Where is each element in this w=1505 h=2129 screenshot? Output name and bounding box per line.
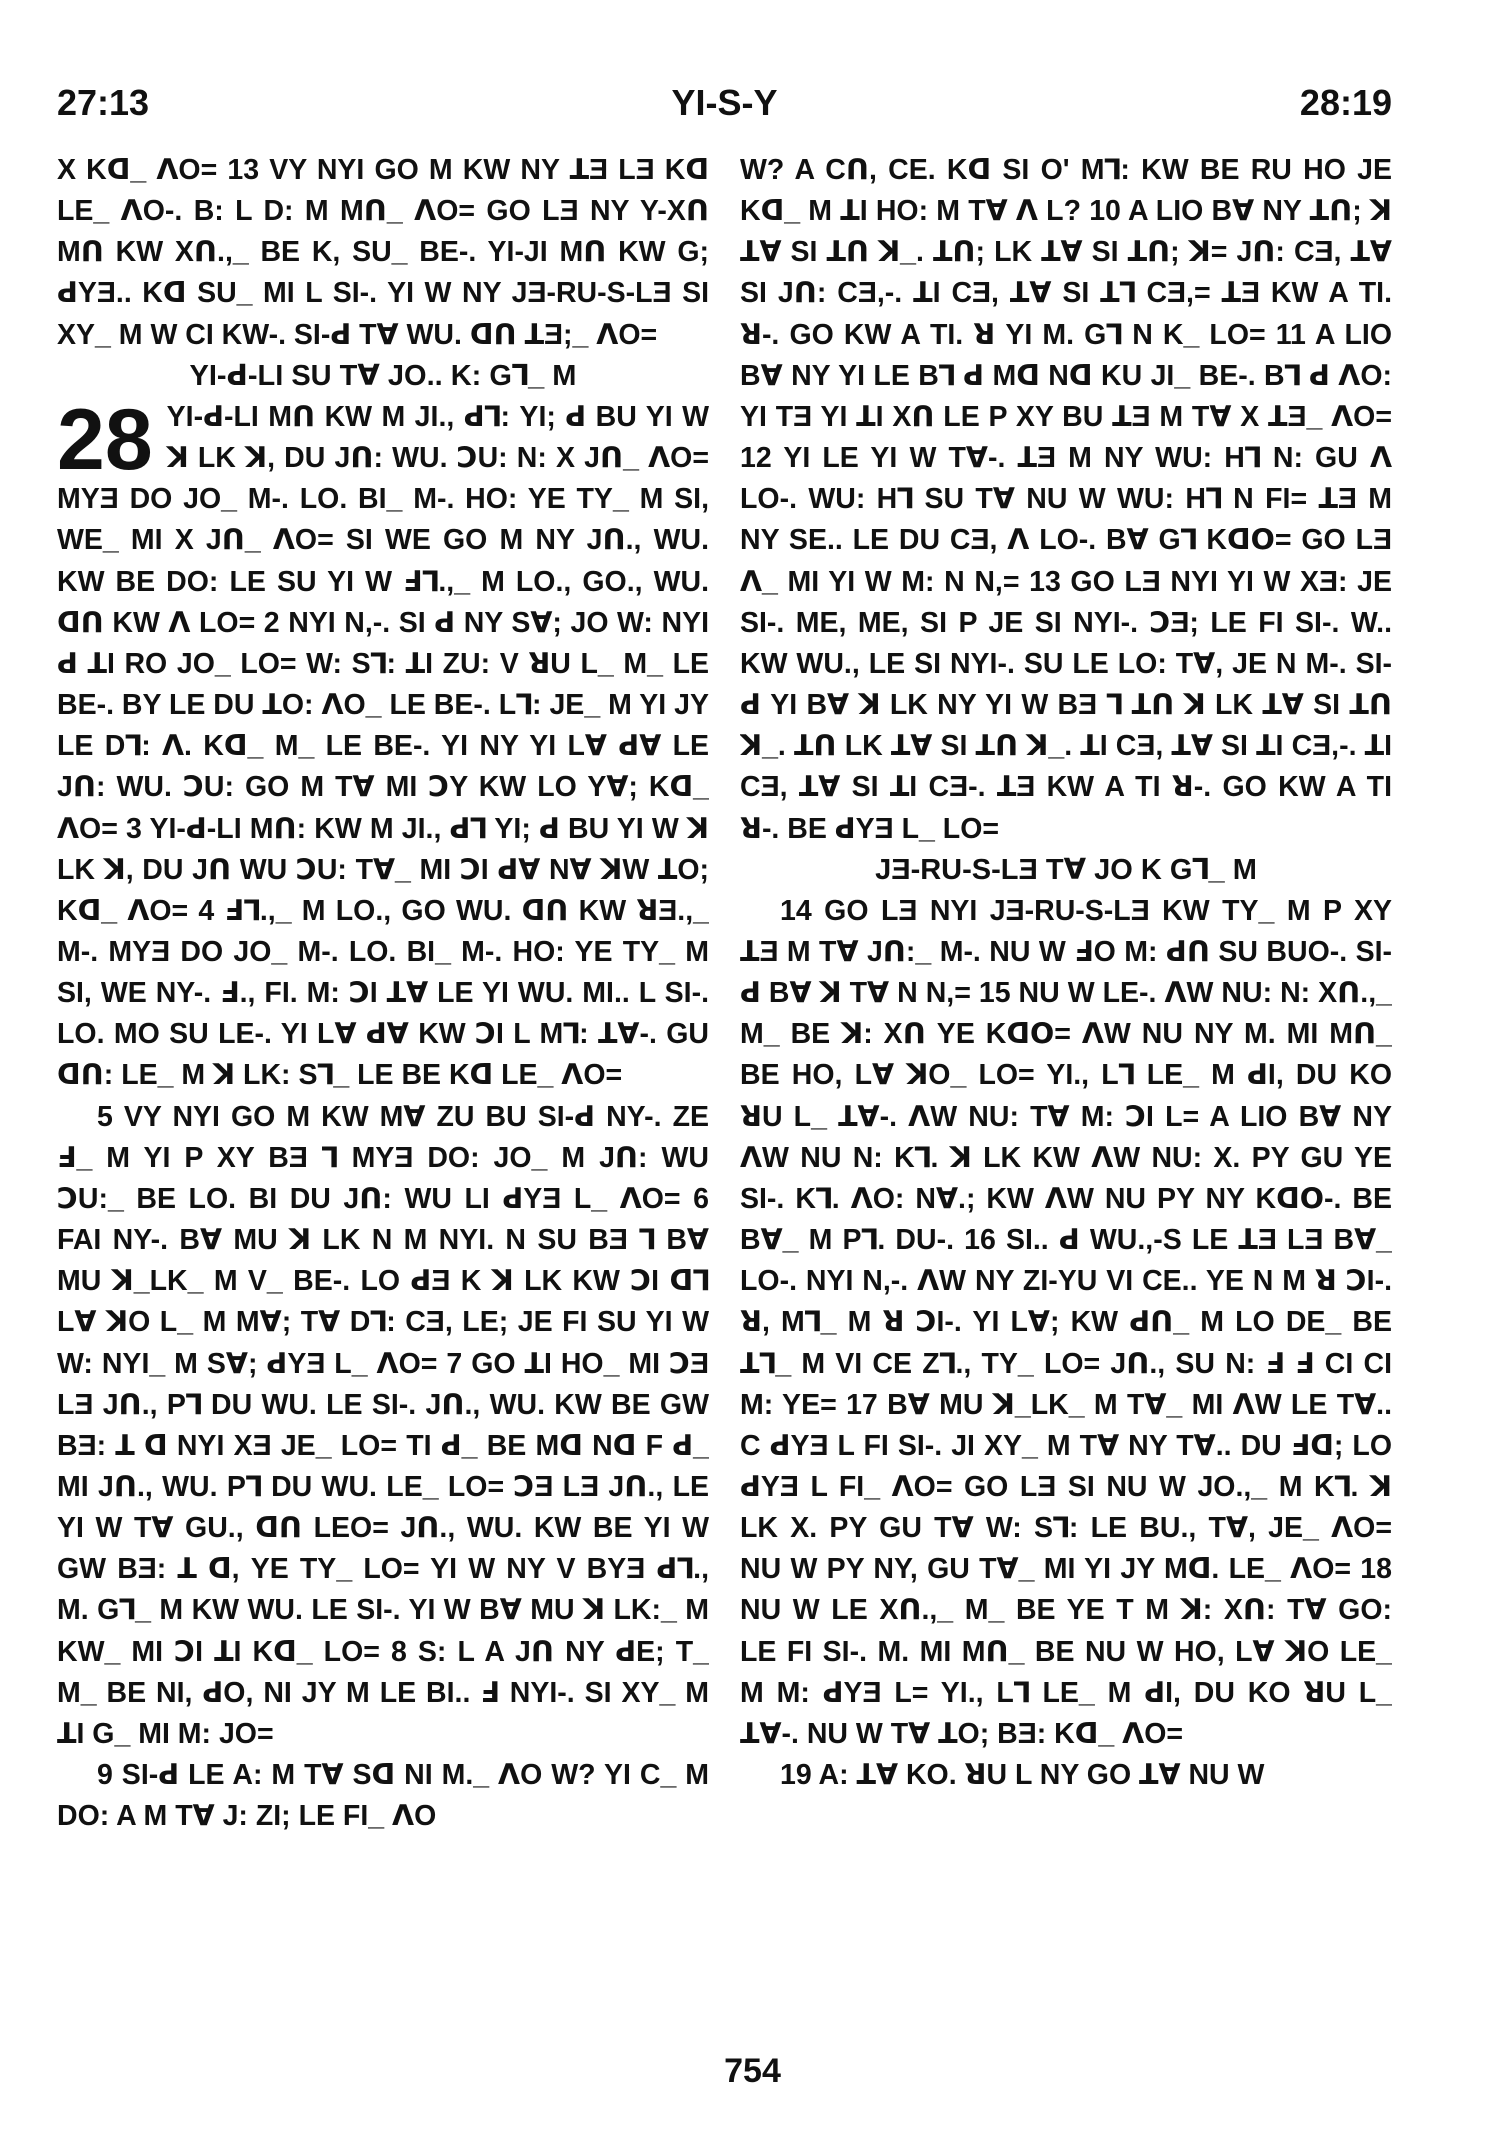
paragraph: X Kꓷ_ ꓥO= 13 VY NYI GO M KW NY ꓕƎ LƎ Kꓷ LE_ ꓥO-. B: L D: M Mꓵ_ ꓥO= GO LƎ NY Y-Xꓵ Mꓵ KW Xꓵ.,_ BE K, SU_ BE-. YI-JI Mꓵ KW G; ꓒYƎ.. Kꓷ SU_ MI L SI-. YI W NY JƎ-RU-S-LƎ SI XY_ M W CI KW-. SI-ꓒ Tꓯ WU. ꓷꓵ ꓕƎ;_ ꓥO=	[57, 154, 709, 351]
running-header	[57, 82, 1392, 132]
section-heading: YI-ꓒ-LI SU Tꓯ JO.. K: Gꓶ_ M	[189, 359, 577, 392]
paragraph: 14 GO LƎ NYI JƎ-RU-S-LƎ KW TY_ M P XY ꓕƎ M Tꓯ Jꓵ:_ M-. NU W ꓞO M: ꓒꓵ SU BUO-. SI-ꓒ Bꓯ ꓘ Tꓯ N N,= 15 NU W LE-. ꓥW NU: N: Xꓵ.,_ M_ BE ꓘ: Xꓵ YE Kꓷꓳ= ꓥW NU NY M. MI Mꓵ_ BE HO, Lꓯ ꓘO_ LO= YI., Lꓶ LE_ M ꓒI, DU KO ꓤU L_ ꓕꓯ-. ꓥW NU: Tꓯ M: ꓛI L= A LIO Bꓯ NY ꓥW NU N: Kꓶ. ꓘ LK KW ꓥW NU: X. PY GU YE SI-. Kꓶ. ꓥO: Nꓯ.; KW ꓥW NU PY NY Kꓷꓳ-. BE Bꓯ_ M Pꓶ. DU-. 16 SI.. ꓒ WU.,-S LE ꓕƎ LƎ Bꓯ_ LO-. NYI N,-. ꓥW NY ZI-YU VI CE.. YE N M ꓤ ꓛI-. ꓤ, Mꓶ_ M ꓤ ꓛI-. YI Lꓯ; KW ꓒꓵ_ M LO DE_ BE ꓕꓶ_ M VI CE Zꓶ., TY_ LO= Jꓵ., SU N: ꓞ ꓞ CI CI M: YE= 17 Bꓯ MU ꓘ_LK_ M Tꓯ_ MI ꓥW LE Tꓯ.. C ꓒYƎ L FI SI-. JI XY_ M Tꓯ NY Tꓯ.. DU ꓞꓷ; LO ꓒYƎ L FI_ ꓥO= GO LƎ SI NU W JO.,_ M Kꓶ. ꓘ LK X. PY GU Tꓯ W: Sꓶ: LE BU., Tꓯ, JE_ ꓥO= NU W PY NY, GU Tꓯ_ MI YI JY Mꓷ. LE_ ꓥO= 18 NU W LE Xꓵ.,_ M_ BE YE T M ꓘ: Xꓵ: Tꓯ GO: LE FI SI-. M. MI Mꓵ_ BE NU W HO, Lꓯ ꓘO LE_ M M: ꓒYƎ L= YI., Lꓶ LE_ M ꓒI, DU KO ꓤU L_ ꓕꓯ-. NU W Tꓯ ꓕO; BƎ: Kꓷ_ ꓥO=	[740, 894, 1392, 1750]
header-right-reference: 28:19	[1299, 82, 1392, 123]
page-number: 754	[724, 2052, 781, 2090]
header-left-reference: 27:13	[57, 82, 150, 123]
paragraph-text: YI-ꓒ-LI Mꓵ KW M JI., ꓒꓶ: YI; ꓒ BU YI W ꓘ LK ꓘ, DU Jꓵ: WU. ꓛU: N: X Jꓵ_ ꓥO= MYƎ DO JO_ M-. LO. BI_ M-. HO: YE TY_ M SI, WE_ MI X Jꓵ_ ꓥO= SI WE GO M NY Jꓵ., WU. KW BE DO: LE SU YI W ꓞꓶ.,_ M LO., GO., WU. ꓷꓵ KW ꓥ LO= 2 NYI N,-. SI ꓒ NY Sꓯ; JO W: NYI ꓒ ꓕI RO JO_ LO= W: Sꓶ: ꓕI ZU: V ꓤU L_ M_ LE BE-. BY LE DU ꓕO: ꓥO_ LE BE-. Lꓶ: JE_ M YI JY LE Dꓶ: ꓥ. Kꓷ_ M_ LE BE-. YI NY YI Lꓯ ꓒꓯ LE Jꓵ: WU. ꓛU: GO M Tꓯ MI ꓛY KW LO Yꓯ; Kꓷ_ ꓥO= 3 YI-ꓒ-LI Mꓵ: KW M JI., ꓒꓶ YI; ꓒ BU YI W ꓘ LK ꓘ, DU Jꓵ WU ꓛU: Tꓯ_ MI ꓛI ꓒꓯ Nꓯ ꓘW ꓕO; Kꓷ_ ꓥO= 4 ꓞꓶ.,_ M LO., GO WU. ꓷꓵ KW ꓤƎ.,_ M-. MYƎ DO JO_ M-. LO. BI_ M-. HO: YE TY_ M SI, WE NY-. ꓞ., FI. M: ꓛI ꓕꓯ LE YI WU. MI.. L SI-. LO. MO SU LE-. YI Lꓯ ꓒꓯ KW ꓛI L Mꓶ: ꓕꓯ-. GU ꓷꓵ: LE_ M ꓘ LK: Sꓶ_ LE BE Kꓷ LE_ ꓥO=	[57, 400, 709, 1092]
header-book-title: YI-S-Y	[671, 82, 778, 123]
right-text-column	[740, 150, 1392, 2040]
paragraph: 5 VY NYI GO M KW Mꓯ ZU BU SI-ꓒ NY-. ZE ꓞ_ M YI P XY BƎ ꓶ MYƎ DO: JO_ M Jꓵ: WU ꓛU:_ BE LO. BI DU Jꓵ: WU LI ꓒYƎ L_ ꓥO= 6 FAI NY-. Bꓯ MU ꓘ LK N M NYI. N SU BƎ ꓶ Bꓯ MU ꓘ_LK_ M V_ BE-. LO ꓒƎ K ꓘ LK KW ꓛI ꓷꓶ Lꓯ ꓘO L_ M Mꓯ; Tꓯ Dꓶ: CƎ, LE; JE FI SU YI W W: NYI_ M Sꓯ; ꓒYƎ L_ ꓥO= 7 GO ꓕI HO_ MI ꓛƎ LƎ Jꓵ., Pꓶ DU WU. LE SI-. Jꓵ., WU. KW BE GW BƎ: ꓕ ꓷ NYI XƎ JE_ LO= TI ꓒ_ BE Mꓷ Nꓷ F ꓒ_ MI Jꓵ., WU. Pꓶ DU WU. LE_ LO= ꓛƎ LƎ Jꓵ., LE YI W Tꓯ GU., ꓷꓵ LEO= Jꓵ., WU. KW BE YI W GW BƎ: ꓕ ꓷ, YE TY_ LO= YI W NY V BYƎ ꓒꓶ., M. Gꓶ_ M KW WU. LE SI-. YI W Bꓯ MU ꓘ LK:_ M KW_ MI ꓛI ꓕI Kꓷ_ LO= 8 S: L A Jꓵ NY ꓒE; T_ M_ BE NI, ꓒO, NI JY M LE BI.. ꓞ NYI-. SI XY_ M ꓕI G_ MI M: JO=	[57, 1100, 709, 1750]
chapter-number: 28	[57, 391, 153, 488]
paragraph: 9 SI-ꓒ LE A: M Tꓯ Sꓷ NI M._ ꓥO W? YI C_ M DO: A M Tꓯ J: ZI; LE FI_ ꓥO	[57, 1759, 709, 1833]
section-heading: JƎ-RU-S-LƎ Tꓯ JO K Gꓶ_ M	[875, 853, 1257, 886]
left-text-column	[57, 150, 709, 2040]
paragraph: W? A Cꓵ, CE. Kꓷ SI O' Mꓶ: KW BE RU HO JE Kꓷ_ M ꓕI HO: M Tꓯ ꓥ L? 10 A LIO Bꓯ NY ꓕꓵ; ꓘ ꓕꓯ SI ꓕꓵ ꓘ_. ꓕꓵ; LK ꓕꓯ SI ꓕꓵ; ꓘ= Jꓵ: CƎ, ꓕꓯ SI Jꓵ: CƎ,-. ꓕI CƎ, ꓕꓯ SI ꓕꓶ CƎ,= ꓕƎ KW A TI. ꓤ-. GO KW A TI. ꓤ YI M. Gꓶ N K_ LO= 11 A LIO Bꓯ NY YI LE Bꓶ ꓒ Mꓷ Nꓷ KU JI_ BE-. Bꓶ ꓒ ꓥO: YI TƎ YI ꓕI Xꓵ LE P XY BU ꓕƎ M Tꓯ X ꓕƎ_ ꓥO= 12 YI LE YI W Tꓯ-. ꓕƎ M NY WU: Hꓶ N: GU ꓥ LO-. WU: Hꓶ SU Tꓯ NU W WU: Hꓶ N FI= ꓕƎ M NY SE.. LE DU CƎ, ꓥ LO-. Bꓯ Gꓶ Kꓷꓳ= GO LƎ ꓥ_ MI YI W M: N N,= 13 GO LƎ NYI YI W XƎ: JE SI-. ME, ME, SI P JE SI NYI-. ꓛƎ; LE FI SI-. W.. KW WU., LE SI NYI-. SU LE LO: Tꓯ, JE N M-. SI-ꓒ YI Bꓯ ꓘ LK NY YI W BƎ ꓶ ꓕꓵ ꓘ LK ꓕꓯ SI ꓕꓵ ꓘ_. ꓕꓵ LK ꓕꓯ SI ꓕꓵ ꓘ_. ꓕI CƎ, ꓕꓯ SI ꓕI CƎ,-. ꓕI CƎ, ꓕꓯ SI ꓕI CƎ-. ꓕƎ KW A TI ꓤ-. GO KW A TI ꓤ-. BE ꓒYƎ L_ LO=	[740, 154, 1392, 845]
paragraph: 19 A: ꓕꓯ KO. ꓤU L NY GO ꓕꓯ NU W	[780, 1759, 1265, 1792]
chapter-opening-paragraph	[57, 391, 709, 1097]
